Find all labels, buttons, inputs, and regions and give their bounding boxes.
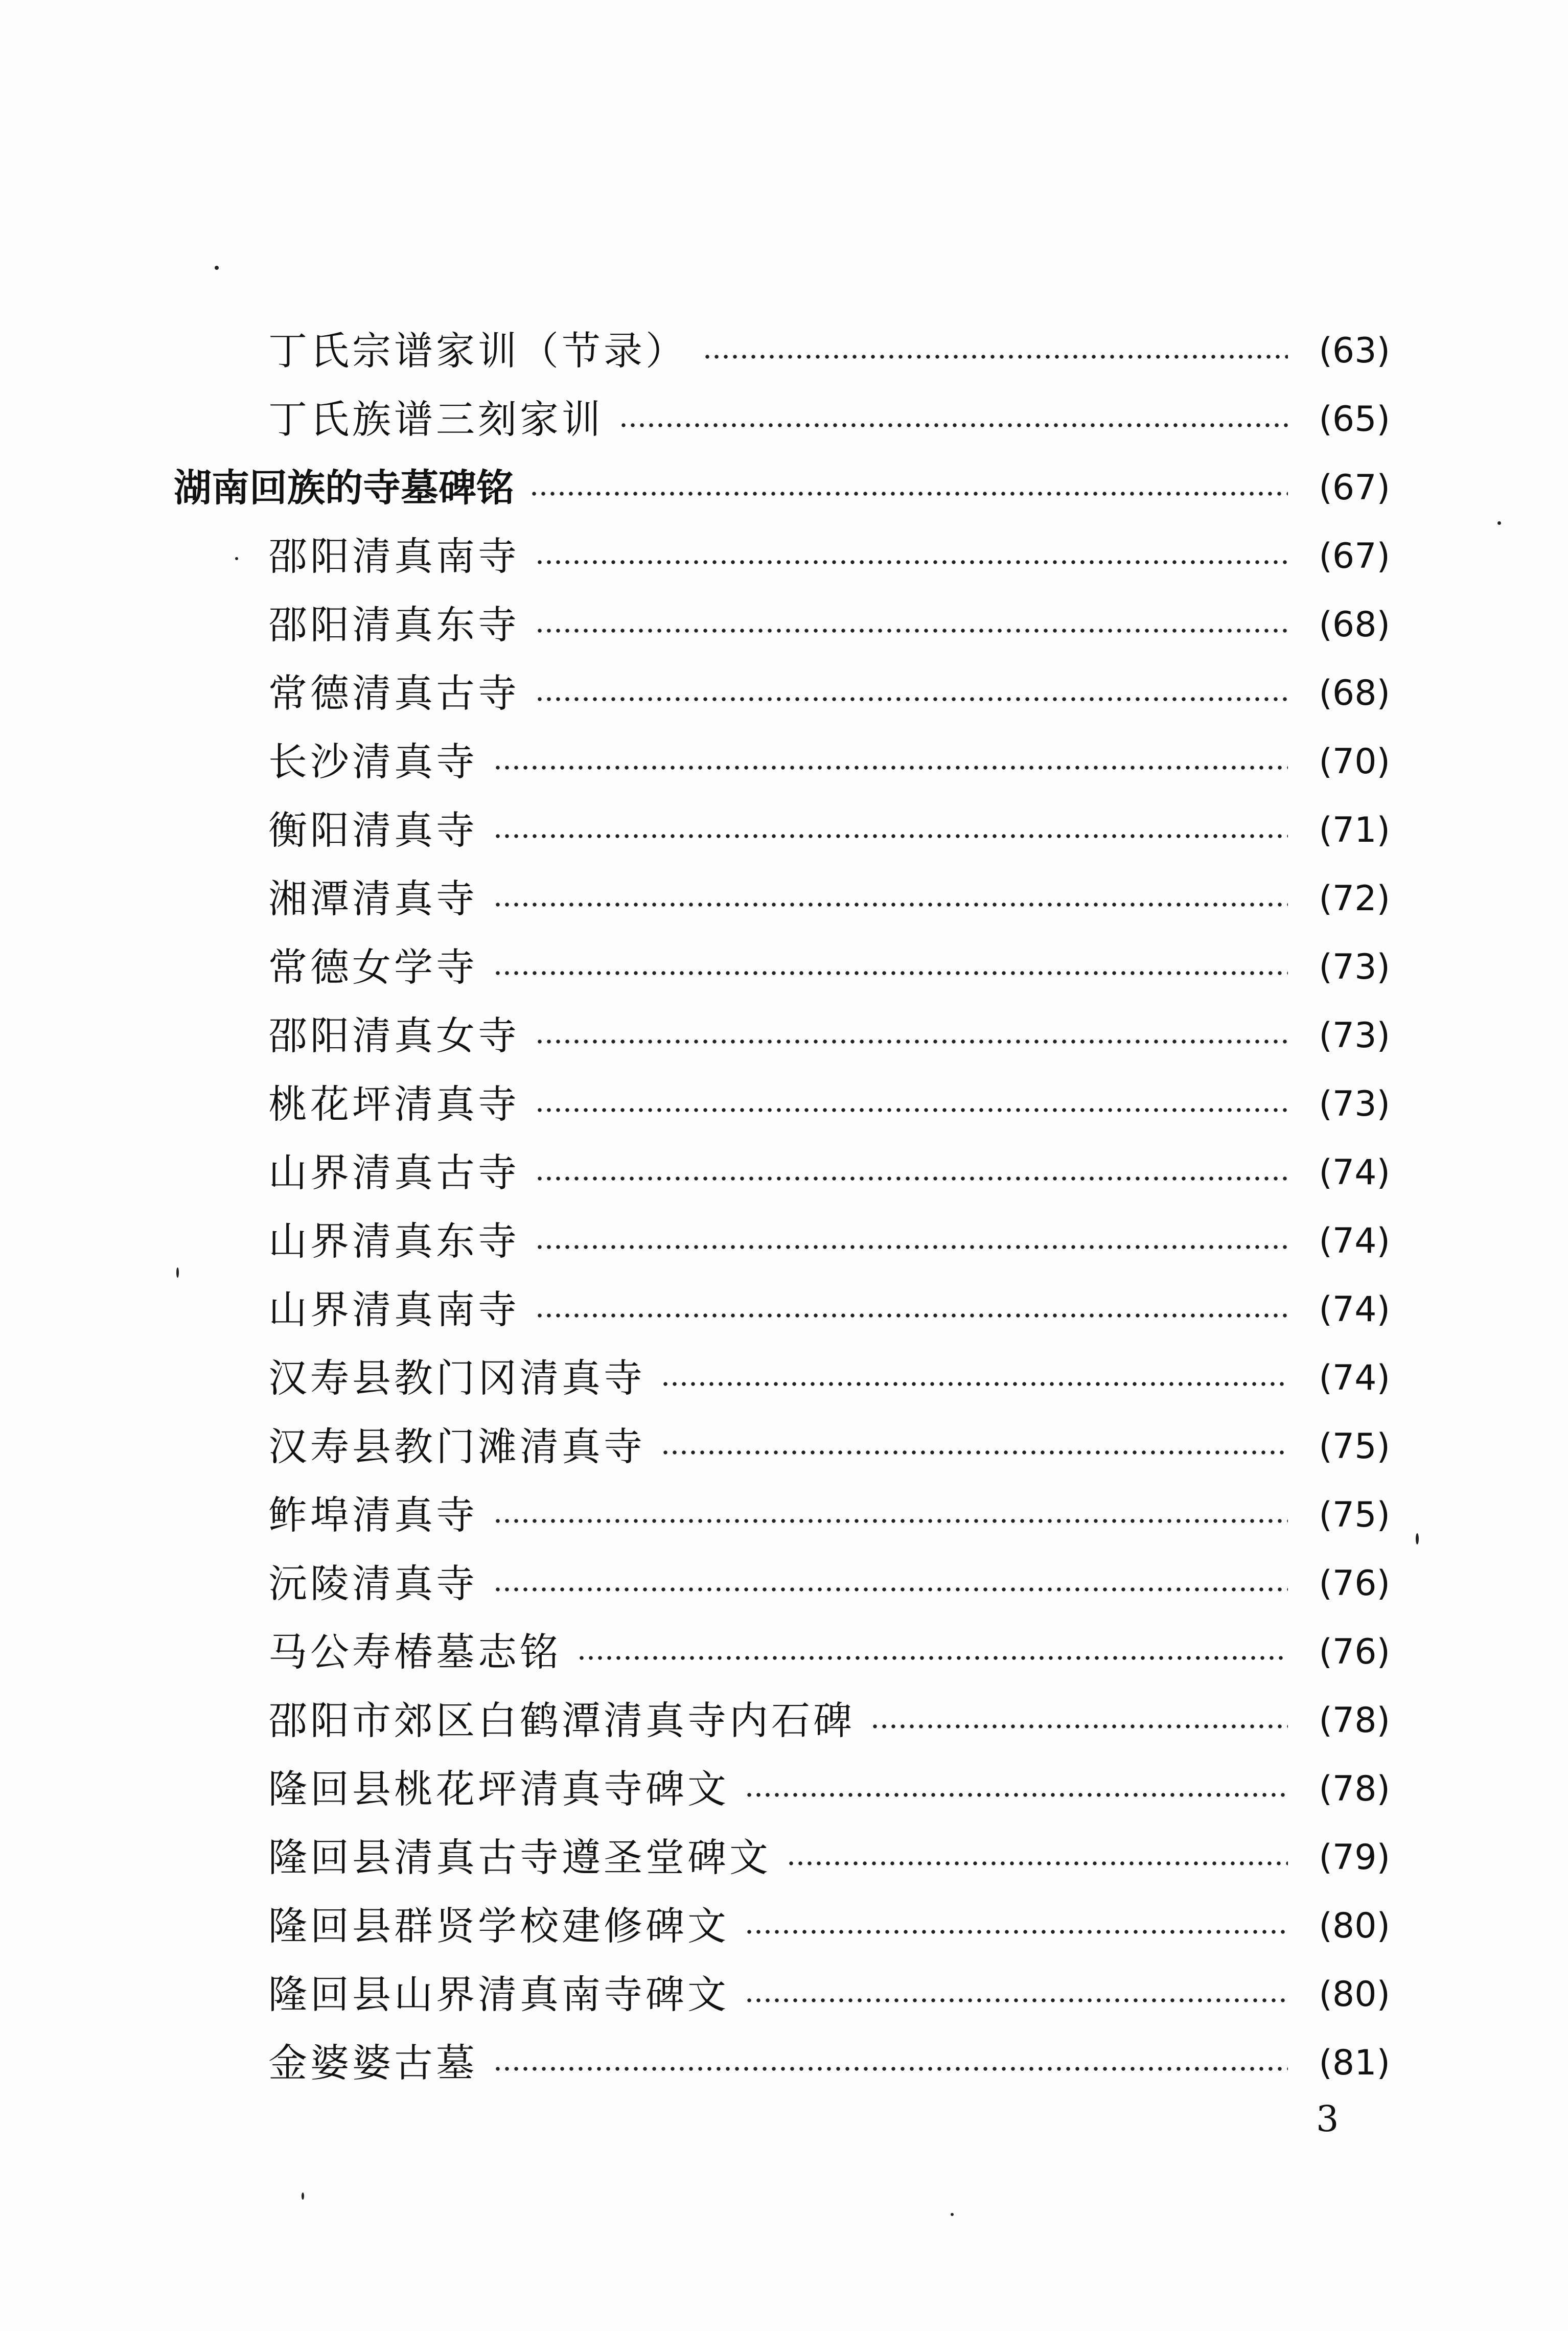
toc-entry <box>169 796 1390 865</box>
toc-entry <box>169 522 1390 591</box>
toc-entry-title: 丁氏宗谱家训（节录） <box>268 328 687 374</box>
toc-entry-title: 汉寿县教门冈清真寺 <box>268 1355 645 1401</box>
toc-dot-leader <box>493 766 1288 770</box>
toc-entry-title: 邵阳清真南寺 <box>268 534 520 579</box>
toc-entry-page: (75) <box>1319 1495 1390 1535</box>
scan-speck <box>215 266 219 270</box>
scan-speck <box>951 2213 954 2216</box>
toc-section-heading <box>169 454 1390 522</box>
toc-entry <box>169 385 1390 454</box>
toc-entry-page: (81) <box>1319 2043 1390 2083</box>
toc-entry-page: (78) <box>1319 1769 1390 1809</box>
toc-entry-page: (76) <box>1319 1632 1390 1672</box>
toc-entry <box>169 1550 1390 1618</box>
toc-entry-title: 隆回县桃花坪清真寺碑文 <box>268 1766 729 1812</box>
toc-dot-leader <box>493 1587 1288 1591</box>
scan-speck <box>302 2192 304 2200</box>
toc-entry-page: (72) <box>1319 879 1390 919</box>
toc-entry-page: (67) <box>1319 536 1390 576</box>
toc-dot-leader <box>535 560 1288 564</box>
toc-entry-page: (63) <box>1319 331 1390 371</box>
toc-entry-title: 隆回县群贤学校建修碑文 <box>268 1903 729 1949</box>
toc-entry <box>169 1139 1390 1207</box>
toc-entry-page: (76) <box>1319 1563 1390 1604</box>
toc-entry <box>169 1824 1390 1892</box>
toc-entry <box>169 933 1390 1002</box>
toc-entry <box>169 1002 1390 1070</box>
toc-entry-page: (74) <box>1319 1289 1390 1330</box>
toc-entry-title: 常德女学寺 <box>268 944 478 990</box>
toc-entry-page: (73) <box>1319 1084 1390 1124</box>
toc-entry <box>169 1892 1390 1960</box>
toc-entry-title: 马公寿椿墓志铭 <box>268 1629 562 1675</box>
toc-dot-leader <box>493 2067 1288 2071</box>
toc-entry <box>169 591 1390 659</box>
toc-entry-title: 山界清真东寺 <box>268 1218 520 1264</box>
toc-entry <box>169 2029 1390 2097</box>
toc-entry <box>169 1070 1390 1139</box>
toc-entry-title: 隆回县清真古寺遵圣堂碑文 <box>268 1835 771 1880</box>
page-number: 3 <box>1316 2098 1339 2140</box>
toc-entry-page: (80) <box>1319 1906 1390 1946</box>
toc-entry-title: 湘潭清真寺 <box>268 876 478 921</box>
toc-entry <box>169 1276 1390 1344</box>
toc-dot-leader <box>745 1793 1288 1797</box>
toc-entry <box>169 1481 1390 1550</box>
toc-entry-page: (74) <box>1319 1152 1390 1193</box>
toc-entry-page: (67) <box>1319 468 1390 508</box>
table-of-contents <box>169 317 1390 2097</box>
toc-entry-title: 邵阳市郊区白鹤潭清真寺内石碑 <box>268 1698 855 1743</box>
toc-dot-leader <box>529 492 1288 496</box>
scan-speck <box>1416 1533 1419 1544</box>
toc-entry-title: 鲊埠清真寺 <box>268 1492 478 1538</box>
toc-entry-page: (78) <box>1319 1700 1390 1741</box>
toc-dot-leader <box>661 1382 1288 1386</box>
scan-speck <box>235 557 238 560</box>
toc-entry-page: (75) <box>1319 1426 1390 1467</box>
toc-dot-leader <box>535 697 1288 701</box>
toc-entry <box>169 1755 1390 1824</box>
toc-dot-leader <box>703 355 1288 359</box>
toc-entry-title: 隆回县山界清真南寺碑文 <box>268 1972 729 2017</box>
toc-entry-page: (71) <box>1319 810 1390 850</box>
toc-entry-title: 桃花坪清真寺 <box>268 1081 520 1127</box>
toc-dot-leader <box>787 1861 1288 1865</box>
toc-entry <box>169 865 1390 933</box>
toc-entry-title: 沅陵清真寺 <box>268 1561 478 1606</box>
toc-entry-title: 邵阳清真女寺 <box>268 1013 520 1058</box>
toc-entry-page: (74) <box>1319 1358 1390 1398</box>
scan-speck <box>176 1267 179 1278</box>
toc-entry-title: 山界清真南寺 <box>268 1287 520 1332</box>
scan-speck <box>1497 521 1501 525</box>
toc-dot-leader <box>661 1450 1288 1455</box>
toc-dot-leader <box>535 1108 1288 1112</box>
toc-entry-title: 丁氏族谱三刻家训 <box>268 397 604 442</box>
toc-entry <box>169 659 1390 728</box>
toc-dot-leader <box>870 1724 1288 1728</box>
toc-dot-leader <box>493 1519 1288 1523</box>
toc-entry <box>169 317 1390 385</box>
toc-dot-leader <box>745 1998 1288 2002</box>
toc-dot-leader <box>619 423 1288 427</box>
toc-entry <box>169 1618 1390 1687</box>
toc-dot-leader <box>745 1930 1288 1934</box>
toc-entry-page: (68) <box>1319 605 1390 645</box>
toc-dot-leader <box>535 1176 1288 1181</box>
toc-dot-leader <box>535 1040 1288 1044</box>
toc-dot-leader <box>535 629 1288 633</box>
toc-dot-leader <box>535 1313 1288 1318</box>
toc-entry-page: (73) <box>1319 1016 1390 1056</box>
toc-entry <box>169 1960 1390 2029</box>
toc-entry <box>169 1207 1390 1276</box>
toc-dot-leader <box>493 834 1288 838</box>
toc-entry-page: (73) <box>1319 947 1390 987</box>
toc-dot-leader <box>493 903 1288 907</box>
toc-entry <box>169 1344 1390 1413</box>
toc-entry-title: 山界清真古寺 <box>268 1150 520 1195</box>
toc-dot-leader <box>493 971 1288 975</box>
toc-entry-page: (68) <box>1319 673 1390 713</box>
toc-entry <box>169 1413 1390 1481</box>
toc-entry-title: 常德清真古寺 <box>268 671 520 716</box>
toc-entry-page: (70) <box>1319 742 1390 782</box>
toc-entry-title: 汉寿县教门滩清真寺 <box>268 1424 645 1469</box>
toc-entry-title: 湖南回族的寺墓碑铭 <box>174 466 514 510</box>
toc-entry-title: 长沙清真寺 <box>268 739 478 784</box>
toc-entry-page: (65) <box>1319 399 1390 440</box>
toc-entry-title: 衡阳清真寺 <box>268 807 478 853</box>
toc-dot-leader <box>577 1656 1288 1660</box>
toc-entry-page: (74) <box>1319 1221 1390 1261</box>
toc-entry-title: 邵阳清真东寺 <box>268 602 520 648</box>
toc-dot-leader <box>535 1245 1288 1249</box>
toc-entry <box>169 728 1390 796</box>
toc-entry-page: (80) <box>1319 1974 1390 2015</box>
toc-entry-title: 金婆婆古墓 <box>268 2040 478 2086</box>
toc-entry-page: (79) <box>1319 1837 1390 1878</box>
toc-entry <box>169 1687 1390 1755</box>
